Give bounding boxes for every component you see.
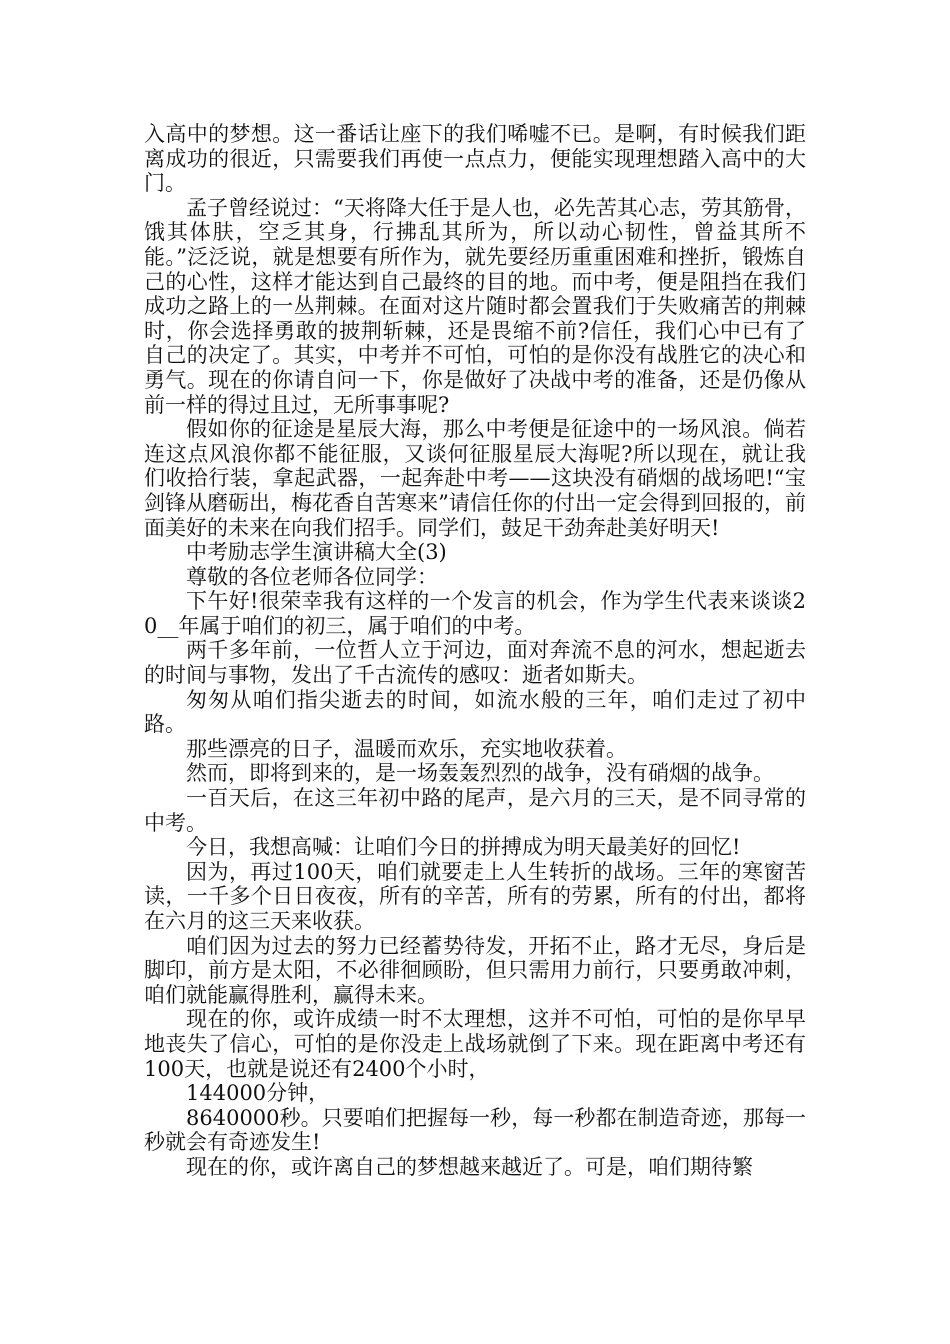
paragraph-1: 入高中的梦想。这一番话让座下的我们唏嘘不已。是啊，有时候我们距离成功的很近，只需要我们再使一点点力，便能实现理想踏入高中的大门。: [144, 122, 806, 196]
paragraph-8: 匆匆从咱们指尖逝去的时间，如流水般的三年，咱们走过了初中路。: [144, 687, 806, 737]
paragraph-14: 咱们因为过去的努力已经蓄势待发，开拓不止，路才无尽，身后是脚印，前方是太阳，不必徘徊顾盼，但只需用力前行，只要勇敢冲刺，咱们就能赢得胜利，赢得未来。: [144, 933, 806, 1007]
paragraph-17: 8640000秒。只要咱们把握每一秒，每一秒都在制造奇迹，那每一秒就会有奇迹发生!: [144, 1105, 806, 1155]
document-body: [144, 122, 806, 1180]
paragraph-13: 因为，再过100天，咱们就要走上人生转折的战场。三年的寒窗苦读，一千多个日日夜夜，所有的辛苦，所有的劳累，所有的付出，都将在六月的这三天来收获。: [144, 859, 806, 933]
paragraph-2: 孟子曾经说过：“天将降大任于是人也，必先苦其心志，劳其筋骨，饿其体肤，空乏其身，行拂乱其所为，所以动心韧性，曾益其所不能。”泛泛说，就是想要有所作为，就先要经历重重困难和挫折，锻炼自己的心性，这样才能达到自己最终的目的地。而中考，便是阻挡在我们成功之路上的一丛荆棘。在面对这片随时都会置我们于失败痛苦的荆棘时，你会选择勇敢的披荆斩棘，还是畏缩不前?信任，我们心中已有了自己的决定了。其实，中考并不可怕，可怕的是你没有战胜它的决心和勇气。现在的你请自问一下，你是做好了决战中考的准备，还是仍像从前一样的得过且过，无所事事呢?: [144, 195, 806, 417]
salutation: 尊敬的各位老师各位同学：: [186, 564, 438, 589]
paragraph-3: 假如你的征途是星辰大海，那么中考便是征途中的一场风浪。倘若连这点风浪你都不能征服，又谈何征服星辰大海呢?所以现在，就让我们收拾行装，拿起武器，一起奔赴中考——这块没有硝烟的战场吧!“宝剑锋从磨砺出，梅花香自苦寒来”请信任你的付出一定会得到回报的，前面美好的未来在向我们招手。同学们，鼓足干劲奔赴美好明天!: [144, 417, 806, 540]
section-title: 中考励志学生演讲稿大全(3): [186, 540, 447, 565]
paragraph-16: 144000分钟，: [186, 1081, 330, 1106]
paragraph-11: 一百天后，在这三年初中路的尾声，是六月的三天，是不同寻常的中考。: [144, 786, 806, 835]
paragraph-10: 然而，即将到来的，是一场轰轰烈烈的战争，没有硝烟的战争。: [186, 761, 774, 786]
paragraph-7: 两千多年前，一位哲人立于河边，面对奔流不息的河水，想起逝去的时间与事物，发出了千古流传的感叹：逝者如斯夫。: [144, 638, 806, 688]
paragraph-9: 那些漂亮的日子，温暖而欢乐，充实地收获着。: [186, 736, 627, 761]
paragraph-15: 现在的你，或许成绩一时不太理想，这并不可怕，可怕的是你早早地丧失了信心，可怕的是你没走上战场就倒了下来。现在距离中考还有100天，也就是说还有2400个小时，: [144, 1007, 806, 1081]
paragraph-18: 现在的你，或许离自己的梦想越来越近了。可是，咱们期待繁: [186, 1154, 753, 1179]
paragraph-12: 今日，我想高喊：让咱们今日的拼搏成为明天最美好的回忆!: [186, 835, 741, 860]
paragraph-6: 下午好!很荣幸我有这样的一个发言的机会，作为学生代表来谈谈20__年属于咱们的初三，属于咱们的中考。: [144, 589, 806, 638]
